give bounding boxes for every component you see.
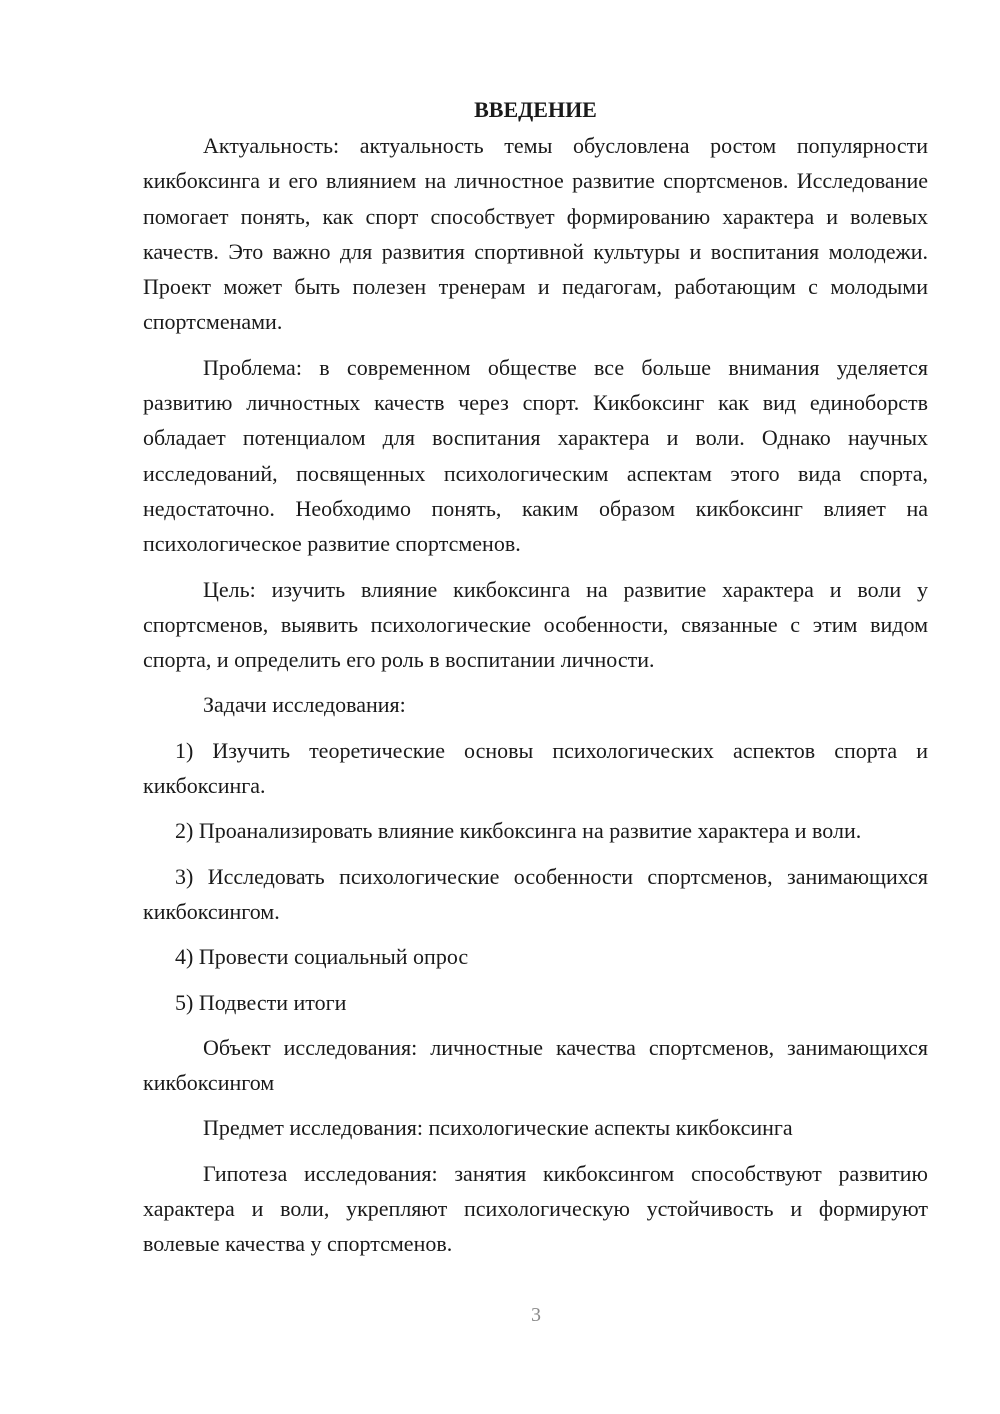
relevance-paragraph: Актуальность: актуальность темы обусловлена ростом популярности кикбоксинга и его влиянием на личностное развитие спортсменов. Исследование помогает понять, как спорт способствует формированию характера и волевых качеств. Это важно для развития спортивной культуры и воспитания молодежи. Проект может быть полезен тренерам и педагогам, работающим с молодыми спортсменами. [143, 133, 928, 335]
tasks-list [143, 733, 928, 1020]
tasks-heading: Задачи исследования: [203, 692, 406, 718]
object-paragraph: Объект исследования: личностные качества спортсменов, занимающихся кикбоксингом [143, 1034, 928, 1096]
goal-paragraph: Цель: изучить влияние кикбоксинга на развитие характера и воли у спортсменов, выявить психологические особенности, связанные с этим видом спорта, и определить его роль в воспитании личности. [143, 576, 928, 673]
page-number: 3 [531, 1304, 541, 1326]
document-page [143, 92, 928, 1272]
page-title: ВВЕДЕНИЕ [474, 97, 597, 122]
task-item-5: 5) Подвести итоги [175, 989, 347, 1015]
hypothesis-paragraph: Гипотеза исследования: занятия кикбоксингом способствуют развитию характера и воли, укрепляют психологическую устойчивость и формируют волевые качества у спортсменов. [143, 1160, 928, 1257]
task-item-1: 1) Изучить теоретические основы психологических аспектов спорта и кикбоксинга. [143, 737, 928, 799]
problem-paragraph: Проблема: в современном обществе все больше внимания уделяется развитию личностных качеств через спорт. Кикбоксинг как вид единоборств обладает потенциалом для воспитания характера и воли. Однако научных исследований, посвященных психологическим аспектам этого вида спорта, недостаточно. Необходимо понять, каким образом кикбоксинг влияет на психологическое развитие спортсменов. [143, 354, 928, 557]
task-item-2: 2) Проанализировать влияние кикбоксинга на развитие характера и воли. [175, 818, 862, 844]
task-item-3: 3) Исследовать психологические особенности спортсменов, занимающихся кикбоксингом. [143, 863, 928, 924]
subject-paragraph: Предмет исследования: психологические аспекты кикбоксинга [203, 1115, 793, 1141]
task-item-4: 4) Провести социальный опрос [175, 944, 469, 970]
